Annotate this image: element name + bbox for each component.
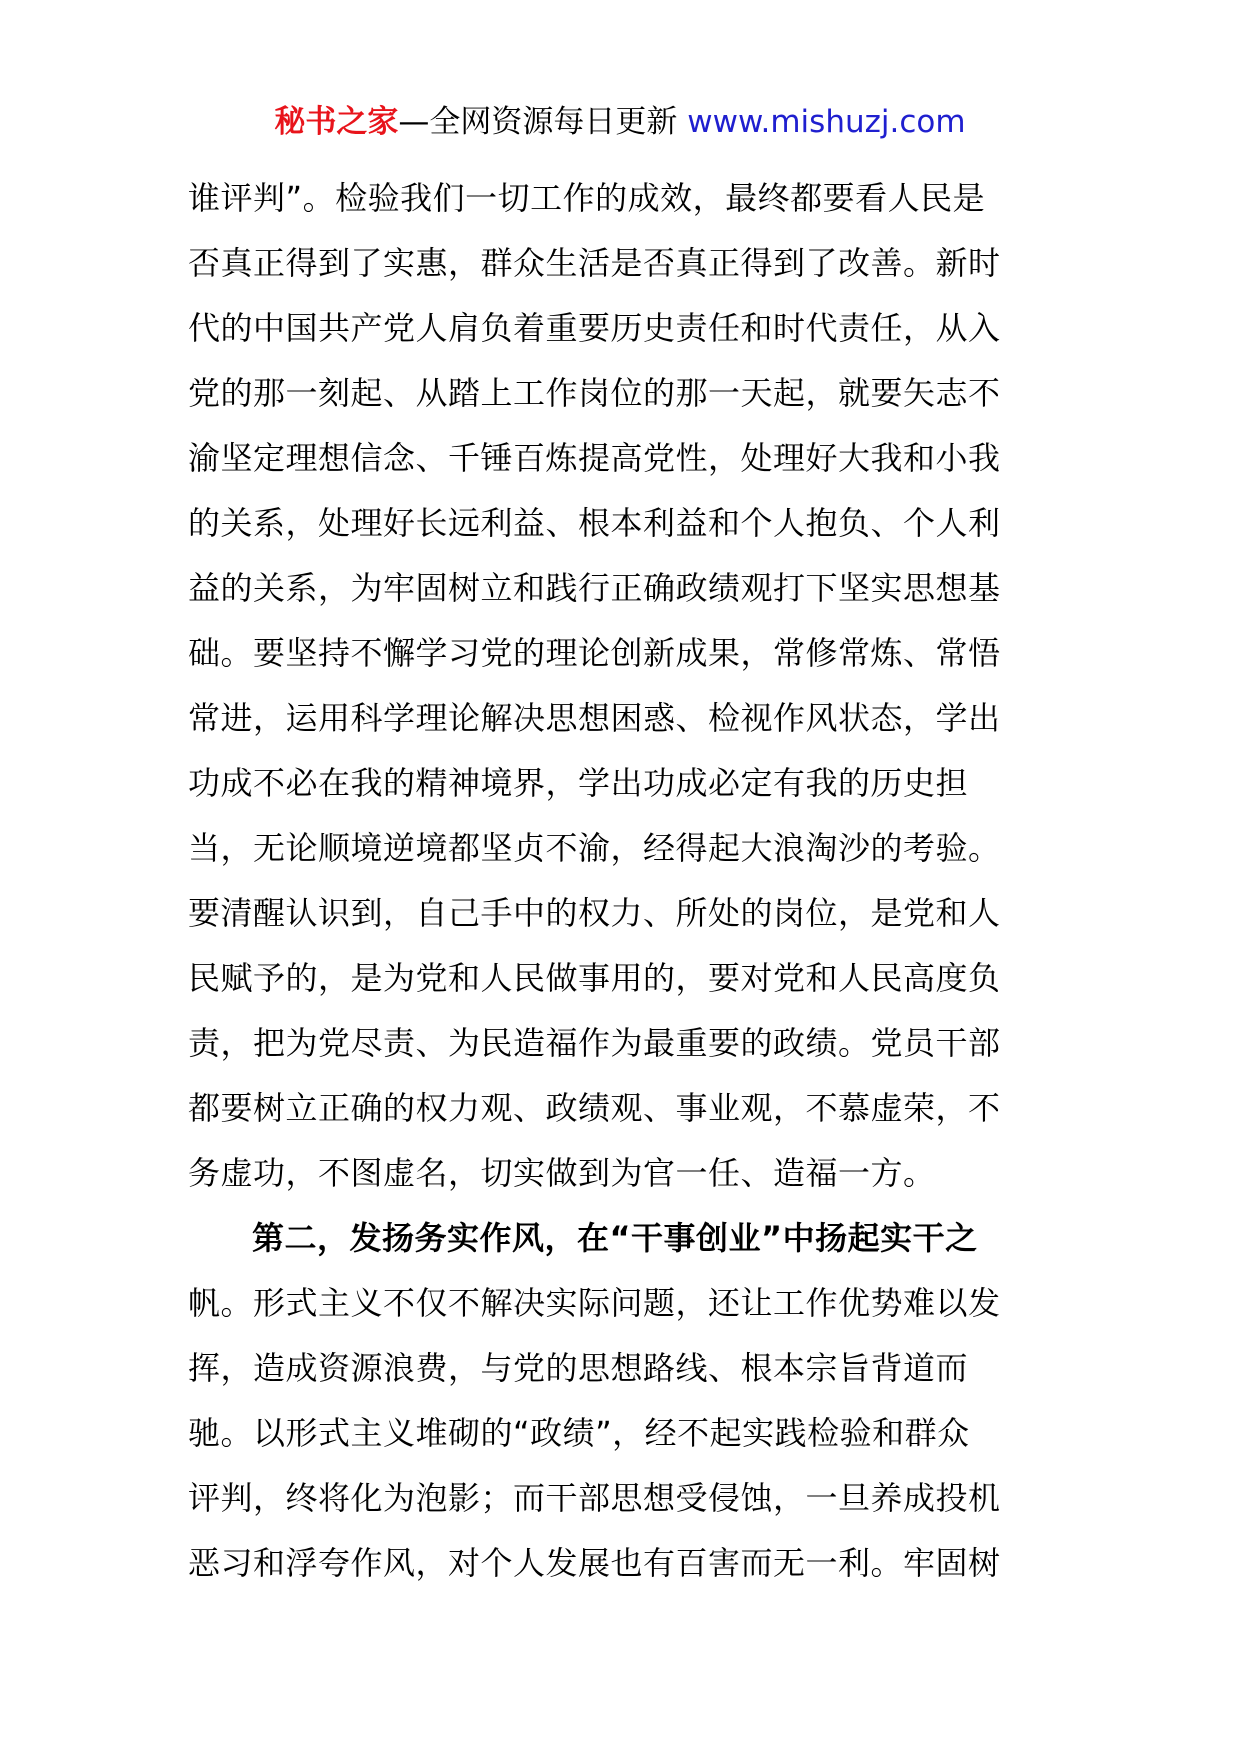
text-line: 都要树立正确的权力观、政绩观、事业观，不慕虚荣，不 <box>188 1089 1001 1127</box>
text-line: 挥，造成资源浪费，与党的思想路线、根本宗旨背道而 <box>188 1349 969 1387</box>
section-heading: 第二，发扬务实作风，在“干事创业”中扬起实干之 <box>252 1219 978 1257</box>
text-line: 驰。以形式主义堆砌的“政绩”，经不起实践检验和群众 <box>188 1414 970 1452</box>
text-line: 民赋予的，是为党和人民做事用的，要对党和人民高度负 <box>188 959 1001 997</box>
text-line: 评判，终将化为泡影；而干部思想受侵蚀，一旦养成投机 <box>188 1479 1001 1517</box>
text-line: 责，把为党尽责、为民造福作为最重要的政绩。党员干部 <box>188 1024 1001 1062</box>
page-header <box>0 100 1240 144</box>
brand-name: 秘书之家 <box>274 104 399 140</box>
header-tagline: —全网资源每日更新 <box>398 104 688 140</box>
text-line: 帆。形式主义不仅不解决实际问题，还让工作优势难以发 <box>188 1284 1001 1322</box>
text-line: 恶习和浮夸作风，对个人发展也有百害而无一利。牢固树 <box>188 1544 1001 1582</box>
site-url-link[interactable]: www.mishuzj.com <box>687 104 966 140</box>
text-line: 党的那一刻起、从踏上工作岗位的那一天起，就要矢志不 <box>188 374 1001 412</box>
text-line: 础。要坚持不懈学习党的理论创新成果，常修常炼、常悟 <box>188 634 1001 672</box>
text-line: 否真正得到了实惠，群众生活是否真正得到了改善。新时 <box>188 244 1001 282</box>
text-line: 要清醒认识到，自己手中的权力、所处的岗位，是党和人 <box>188 894 1001 932</box>
document-body <box>188 166 1068 1596</box>
text-line: 务虚功，不图虚名，切实做到为官一任、造福一方。 <box>188 1154 936 1192</box>
text-line: 当，无论顺境逆境都坚贞不渝，经得起大浪淘沙的考验。 <box>188 829 1001 867</box>
text-line: 的关系，处理好长远利益、根本利益和个人抱负、个人利 <box>188 504 1001 542</box>
text-line: 益的关系，为牢固树立和践行正确政绩观打下坚实思想基 <box>188 569 1001 607</box>
text-line: 代的中国共产党人肩负着重要历史责任和时代责任，从入 <box>188 309 1001 347</box>
text-line: 渝坚定理想信念、千锤百炼提高党性，处理好大我和小我 <box>188 439 1001 477</box>
text-line: 常进，运用科学理论解决思想困惑、检视作风状态，学出 <box>188 699 1001 737</box>
text-line: 谁评判”。检验我们一切工作的成效，最终都要看人民是 <box>188 179 986 217</box>
text-line: 功成不必在我的精神境界，学出功成必定有我的历史担 <box>188 764 969 802</box>
